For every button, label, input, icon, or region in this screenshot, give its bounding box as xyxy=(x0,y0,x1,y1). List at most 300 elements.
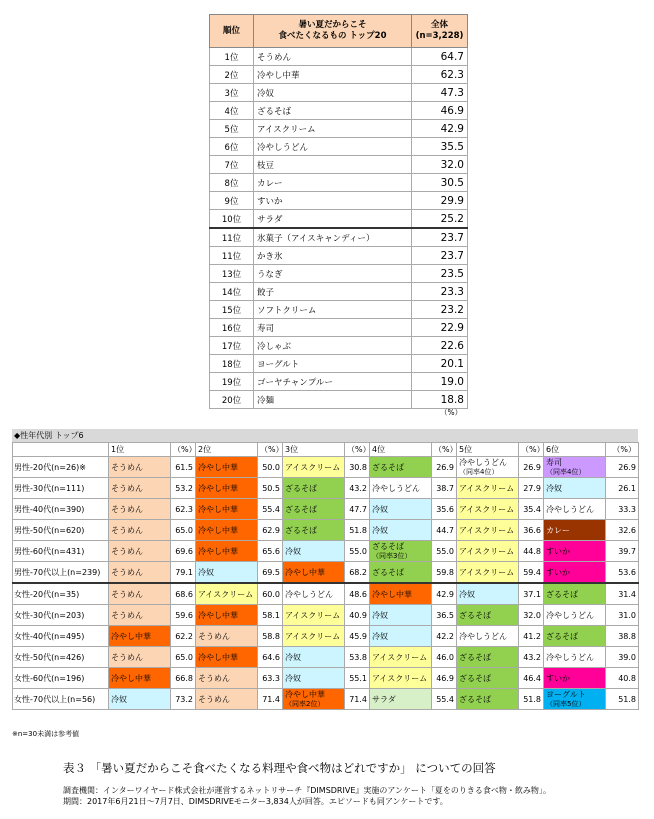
food-cell xyxy=(109,562,171,584)
rank-col-header: 1位 xyxy=(109,443,171,457)
food-value: 50.0 xyxy=(258,457,283,478)
food-value: 51.8 xyxy=(606,689,639,710)
top20-rank-cell: 19位 xyxy=(210,373,254,391)
food-value: 60.0 xyxy=(258,583,283,605)
top20-rank-cell: 11位 xyxy=(210,228,254,247)
group-label: 男性-60代(n=431) xyxy=(13,541,109,562)
food-name: そうめん xyxy=(198,694,230,704)
pct-col-header: （%） xyxy=(432,443,457,457)
food-value: 59.4 xyxy=(519,562,544,584)
food-cell xyxy=(544,668,606,689)
food-value: 36.6 xyxy=(519,520,544,541)
tie-note: （同率2位） xyxy=(285,699,325,708)
top20-item-cell: ゴーヤチャンプルー xyxy=(254,373,412,391)
food-cell xyxy=(544,689,606,710)
food-name: ざるそば xyxy=(285,525,317,535)
top20-rank-cell: 5位 xyxy=(210,120,254,138)
food-value: 62.9 xyxy=(258,520,283,541)
food-name: 冷やし中華 xyxy=(111,673,151,683)
top20-row xyxy=(210,391,468,409)
food-cell xyxy=(109,668,171,689)
food-name: そうめん xyxy=(111,483,143,493)
demographic-row xyxy=(13,457,639,478)
demographic-header-row xyxy=(13,443,639,457)
food-cell xyxy=(544,457,606,478)
top20-row xyxy=(210,174,468,192)
food-value: 38.7 xyxy=(432,478,457,499)
food-name: 冷やし中華 xyxy=(285,689,325,699)
food-cell xyxy=(109,499,171,520)
food-name: そうめん xyxy=(111,525,143,535)
food-cell xyxy=(457,520,519,541)
food-value: 41.2 xyxy=(519,626,544,647)
food-cell xyxy=(196,668,258,689)
food-cell xyxy=(109,520,171,541)
food-name: ざるそば xyxy=(546,589,578,599)
top20-header-row xyxy=(210,15,468,48)
top20-row xyxy=(210,247,468,265)
food-value: 42.2 xyxy=(432,626,457,647)
top20-value-cell: 23.2 xyxy=(412,301,468,319)
food-cell xyxy=(544,605,606,626)
food-name: 冷やしうどん xyxy=(459,457,507,467)
food-name: アイスクリーム xyxy=(372,652,428,662)
food-cell xyxy=(283,605,345,626)
food-value: 69.6 xyxy=(171,541,196,562)
survey-source: 調査機関：インターワイヤード株式会社が運営するネットリサーチ『DIMSDRIVE』実施のアンケート「夏をのりきる食べ物・飲み物」。 xyxy=(63,786,551,795)
group-label: 女性-20代(n=35) xyxy=(13,583,109,605)
rank-col-header: 5位 xyxy=(457,443,519,457)
food-cell xyxy=(457,605,519,626)
food-value: 58.1 xyxy=(258,605,283,626)
top20-row xyxy=(210,319,468,337)
top20-rank-cell: 10位 xyxy=(210,210,254,229)
food-name: 冷やしうどん xyxy=(285,589,333,599)
food-name: 冷やし中華 xyxy=(198,462,238,472)
top20-row xyxy=(210,265,468,283)
top20-row xyxy=(210,301,468,319)
food-value: 43.2 xyxy=(345,478,370,499)
food-cell xyxy=(544,626,606,647)
demographic-row xyxy=(13,626,639,647)
top20-value-cell: 23.3 xyxy=(412,283,468,301)
demographic-row xyxy=(13,689,639,710)
top20-value-cell: 62.3 xyxy=(412,66,468,84)
food-value: 39.7 xyxy=(606,541,639,562)
food-cell xyxy=(196,562,258,584)
food-cell xyxy=(544,520,606,541)
food-cell xyxy=(370,562,432,584)
food-name: すいか xyxy=(546,673,570,683)
food-cell xyxy=(196,520,258,541)
group-label: 女性-40代(n=495) xyxy=(13,626,109,647)
top20-row xyxy=(210,228,468,247)
top20-row xyxy=(210,337,468,355)
tie-note: （同率3位） xyxy=(372,551,412,560)
demographic-row xyxy=(13,478,639,499)
top20-row xyxy=(210,210,468,229)
tie-note: （同率4位） xyxy=(459,467,499,476)
group-label: 男性-30代(n=111) xyxy=(13,478,109,499)
food-value: 66.8 xyxy=(171,668,196,689)
food-value: 35.6 xyxy=(432,499,457,520)
food-value: 65.0 xyxy=(171,647,196,668)
top20-item-cell: 冷やし中華 xyxy=(254,66,412,84)
food-cell xyxy=(109,541,171,562)
food-name: 寿司 xyxy=(546,457,562,467)
top20-value-cell: 30.5 xyxy=(412,174,468,192)
pct-col-header: （%） xyxy=(345,443,370,457)
food-cell xyxy=(370,605,432,626)
food-cell xyxy=(457,583,519,605)
group-label: 女性-60代(n=196) xyxy=(13,668,109,689)
food-cell xyxy=(283,668,345,689)
top20-value-cell: 23.7 xyxy=(412,247,468,265)
item-header: 暑い夏だからこそ 食べたくなるもの トップ20 xyxy=(254,15,412,48)
group-label: 女性-70代以上(n=56) xyxy=(13,689,109,710)
food-value: 48.6 xyxy=(345,583,370,605)
top20-rank-cell: 9位 xyxy=(210,192,254,210)
food-value: 47.7 xyxy=(345,499,370,520)
rank-header: 順位 xyxy=(210,15,254,48)
demographic-row xyxy=(13,605,639,626)
top20-item-cell: 冷麺 xyxy=(254,391,412,409)
top20-rank-cell: 7位 xyxy=(210,156,254,174)
food-name: そうめん xyxy=(111,462,143,472)
top20-value-cell: 18.8 xyxy=(412,391,468,409)
food-value: 53.6 xyxy=(606,562,639,584)
food-value: 42.9 xyxy=(432,583,457,605)
food-cell xyxy=(283,626,345,647)
group-label: 男性-40代(n=390) xyxy=(13,499,109,520)
food-name: 冷やしうどん xyxy=(546,652,594,662)
food-name: そうめん xyxy=(111,567,143,577)
food-value: 64.6 xyxy=(258,647,283,668)
top20-rank-cell: 18位 xyxy=(210,355,254,373)
group-label: 男性-70代以上(n=239) xyxy=(13,562,109,584)
food-name: ざるそば xyxy=(459,694,491,704)
food-value: 31.0 xyxy=(606,605,639,626)
top20-value-cell: 23.7 xyxy=(412,228,468,247)
top20-value-cell: 25.2 xyxy=(412,210,468,229)
food-value: 53.8 xyxy=(345,647,370,668)
food-cell xyxy=(196,478,258,499)
food-name: そうめん xyxy=(111,610,143,620)
top20-value-cell: 19.0 xyxy=(412,373,468,391)
food-name: ざるそば xyxy=(546,631,578,641)
food-cell xyxy=(457,626,519,647)
food-value: 63.3 xyxy=(258,668,283,689)
food-value: 65.6 xyxy=(258,541,283,562)
total-header: 全体 (n=3,228) xyxy=(412,15,468,48)
top20-rank-cell: 15位 xyxy=(210,301,254,319)
demographic-row xyxy=(13,668,639,689)
top11-20-body xyxy=(210,228,468,409)
food-name: アイスクリーム xyxy=(459,504,515,514)
pct-col-header: （%） xyxy=(606,443,639,457)
food-value: 68.6 xyxy=(171,583,196,605)
top20-rank-cell: 2位 xyxy=(210,66,254,84)
group-label: 女性-50代(n=426) xyxy=(13,647,109,668)
group-label: 男性-20代(n=26)※ xyxy=(13,457,109,478)
food-cell xyxy=(370,626,432,647)
food-name: そうめん xyxy=(111,504,143,514)
pct-col-header: （%） xyxy=(258,443,283,457)
food-cell xyxy=(109,689,171,710)
top20-row xyxy=(210,373,468,391)
food-cell xyxy=(283,562,345,584)
food-name: サラダ xyxy=(372,694,396,704)
top20-rank-cell: 6位 xyxy=(210,138,254,156)
food-name: 冷やし中華 xyxy=(198,652,238,662)
food-cell xyxy=(196,457,258,478)
top20-item-cell: すいか xyxy=(254,192,412,210)
top20-item-cell: ざるそば xyxy=(254,102,412,120)
food-value: 40.8 xyxy=(606,668,639,689)
food-cell xyxy=(457,457,519,478)
top20-row xyxy=(210,138,468,156)
food-value: 46.4 xyxy=(519,668,544,689)
food-cell xyxy=(196,583,258,605)
top20-item-cell: 氷菓子（アイスキャンディー） xyxy=(254,228,412,247)
food-name: すいか xyxy=(546,567,570,577)
rank-col-header: 6位 xyxy=(544,443,606,457)
food-value: 55.4 xyxy=(432,689,457,710)
food-value: 58.8 xyxy=(258,626,283,647)
rank-col-header: 4位 xyxy=(370,443,432,457)
food-name: そうめん xyxy=(198,673,230,683)
food-name: ざるそば xyxy=(459,610,491,620)
food-value: 32.6 xyxy=(606,520,639,541)
top20-item-cell: 冷やしうどん xyxy=(254,138,412,156)
food-value: 46.0 xyxy=(432,647,457,668)
food-name: 冷奴 xyxy=(546,483,562,493)
top20-table xyxy=(209,14,468,409)
top20-rank-cell: 14位 xyxy=(210,283,254,301)
food-value: 55.4 xyxy=(258,499,283,520)
food-cell xyxy=(370,689,432,710)
top20-rank-cell: 3位 xyxy=(210,84,254,102)
food-cell xyxy=(370,668,432,689)
food-name: ざるそば xyxy=(372,567,404,577)
top20-value-cell: 22.9 xyxy=(412,319,468,337)
food-name: 冷奴 xyxy=(372,525,388,535)
top20-row xyxy=(210,84,468,102)
rank-col-header: 2位 xyxy=(196,443,258,457)
food-name: そうめん xyxy=(198,631,230,641)
demographic-row xyxy=(13,583,639,605)
food-name: アイスクリーム xyxy=(459,546,515,556)
top20-item-cell: 寿司 xyxy=(254,319,412,337)
food-name: アイスクリーム xyxy=(459,567,515,577)
food-cell xyxy=(370,541,432,562)
top20-row xyxy=(210,66,468,84)
food-cell xyxy=(196,647,258,668)
food-cell xyxy=(370,478,432,499)
figure-caption: 表３ 「暑い夏だからこそ食べたくなる料理や食べ物はどれですか」 についての回答 xyxy=(63,761,496,775)
top20-item-cell: 枝豆 xyxy=(254,156,412,174)
food-value: 35.4 xyxy=(519,499,544,520)
top20-row xyxy=(210,283,468,301)
food-cell xyxy=(370,647,432,668)
food-name: アイスクリーム xyxy=(285,631,341,641)
top20-unit-label: （%） xyxy=(440,408,463,417)
food-cell xyxy=(109,626,171,647)
top20-item-cell: うなぎ xyxy=(254,265,412,283)
top20-item-cell: アイスクリーム xyxy=(254,120,412,138)
food-value: 44.7 xyxy=(432,520,457,541)
pct-col-header: （%） xyxy=(171,443,196,457)
food-cell xyxy=(283,457,345,478)
food-name: アイスクリーム xyxy=(459,483,515,493)
food-value: 26.9 xyxy=(432,457,457,478)
top20-rank-cell: 13位 xyxy=(210,265,254,283)
top20-item-cell: そうめん xyxy=(254,48,412,66)
food-name: 冷奴 xyxy=(285,652,301,662)
food-name: 冷やし中華 xyxy=(198,546,238,556)
food-value: 59.8 xyxy=(432,562,457,584)
food-cell xyxy=(457,541,519,562)
top20-value-cell: 46.9 xyxy=(412,102,468,120)
food-cell xyxy=(370,583,432,605)
food-cell xyxy=(283,520,345,541)
food-name: 冷やし中華 xyxy=(198,525,238,535)
food-name: ざるそば xyxy=(459,652,491,662)
top20-item-cell: サラダ xyxy=(254,210,412,229)
food-cell xyxy=(196,541,258,562)
food-cell xyxy=(109,583,171,605)
food-cell xyxy=(196,689,258,710)
top20-value-cell: 29.9 xyxy=(412,192,468,210)
food-name: 冷やし中華 xyxy=(111,631,151,641)
food-value: 71.4 xyxy=(258,689,283,710)
food-value: 53.2 xyxy=(171,478,196,499)
food-name: カレー xyxy=(546,525,570,535)
food-value: 26.9 xyxy=(519,457,544,478)
food-name: そうめん xyxy=(111,652,143,662)
food-value: 55.0 xyxy=(345,541,370,562)
top20-value-cell: 35.5 xyxy=(412,138,468,156)
food-cell xyxy=(283,583,345,605)
food-name: ざるそば xyxy=(285,504,317,514)
food-value: 59.6 xyxy=(171,605,196,626)
top20-row xyxy=(210,48,468,66)
food-cell xyxy=(370,520,432,541)
demographic-row xyxy=(13,647,639,668)
food-name: 冷やしうどん xyxy=(546,610,594,620)
food-cell xyxy=(109,457,171,478)
demographic-table xyxy=(12,442,639,710)
tie-note: （同率4位） xyxy=(546,467,586,476)
top20-item-cell: かき氷 xyxy=(254,247,412,265)
demographic-row xyxy=(13,562,639,584)
food-name: そうめん xyxy=(111,589,143,599)
top20-item-cell: カレー xyxy=(254,174,412,192)
food-cell xyxy=(457,562,519,584)
food-cell xyxy=(283,478,345,499)
food-name: 冷奴 xyxy=(459,589,475,599)
food-cell xyxy=(544,647,606,668)
top20-row xyxy=(210,192,468,210)
pct-col-header: （%） xyxy=(519,443,544,457)
food-name: 冷やしうどん xyxy=(459,631,507,641)
food-cell xyxy=(109,478,171,499)
food-cell xyxy=(283,689,345,710)
food-cell xyxy=(457,647,519,668)
food-value: 79.1 xyxy=(171,562,196,584)
food-cell xyxy=(457,499,519,520)
food-value: 44.8 xyxy=(519,541,544,562)
food-value: 32.0 xyxy=(519,605,544,626)
food-name: 冷やし中華 xyxy=(198,483,238,493)
food-cell xyxy=(544,499,606,520)
food-value: 43.2 xyxy=(519,647,544,668)
food-value: 33.3 xyxy=(606,499,639,520)
top20-row xyxy=(210,355,468,373)
top20-rank-cell: 20位 xyxy=(210,391,254,409)
food-value: 31.4 xyxy=(606,583,639,605)
demographic-row xyxy=(13,541,639,562)
top20-rank-cell: 8位 xyxy=(210,174,254,192)
food-name: ざるそば xyxy=(285,483,317,493)
food-cell xyxy=(457,668,519,689)
food-value: 51.8 xyxy=(519,689,544,710)
food-value: 71.4 xyxy=(345,689,370,710)
food-cell xyxy=(544,562,606,584)
food-cell xyxy=(109,605,171,626)
top10-body xyxy=(210,48,468,229)
top20-rank-cell: 17位 xyxy=(210,337,254,355)
food-name: 冷奴 xyxy=(111,694,127,704)
food-cell xyxy=(370,457,432,478)
top20-value-cell: 42.9 xyxy=(412,120,468,138)
food-name: 冷やしうどん xyxy=(372,483,420,493)
food-value: 61.5 xyxy=(171,457,196,478)
food-name: 冷奴 xyxy=(285,546,301,556)
food-value: 55.1 xyxy=(345,668,370,689)
food-value: 62.3 xyxy=(171,499,196,520)
food-name: すいか xyxy=(546,546,570,556)
food-value: 30.8 xyxy=(345,457,370,478)
top20-rank-cell: 1位 xyxy=(210,48,254,66)
food-value: 51.8 xyxy=(345,520,370,541)
top20-value-cell: 22.6 xyxy=(412,337,468,355)
food-cell xyxy=(370,499,432,520)
food-cell xyxy=(283,647,345,668)
food-value: 36.5 xyxy=(432,605,457,626)
food-name: ざるそば xyxy=(372,541,404,551)
food-name: 冷奴 xyxy=(372,631,388,641)
food-value: 39.0 xyxy=(606,647,639,668)
top20-value-cell: 23.5 xyxy=(412,265,468,283)
demographic-row xyxy=(13,499,639,520)
food-name: 冷奴 xyxy=(285,673,301,683)
demographic-body xyxy=(13,457,639,710)
food-name: 冷やし中華 xyxy=(372,589,412,599)
food-cell xyxy=(196,499,258,520)
food-name: 冷やし中華 xyxy=(198,610,238,620)
rank-col-header: 3位 xyxy=(283,443,345,457)
food-cell xyxy=(457,478,519,499)
top20-rank-cell: 16位 xyxy=(210,319,254,337)
food-value: 55.0 xyxy=(432,541,457,562)
food-name: 冷やしうどん xyxy=(546,504,594,514)
food-name: アイスクリーム xyxy=(285,462,341,472)
food-cell xyxy=(109,647,171,668)
food-value: 46.9 xyxy=(432,668,457,689)
top20-item-cell: ソフトクリーム xyxy=(254,301,412,319)
food-name: ヨーグルト xyxy=(546,689,586,699)
